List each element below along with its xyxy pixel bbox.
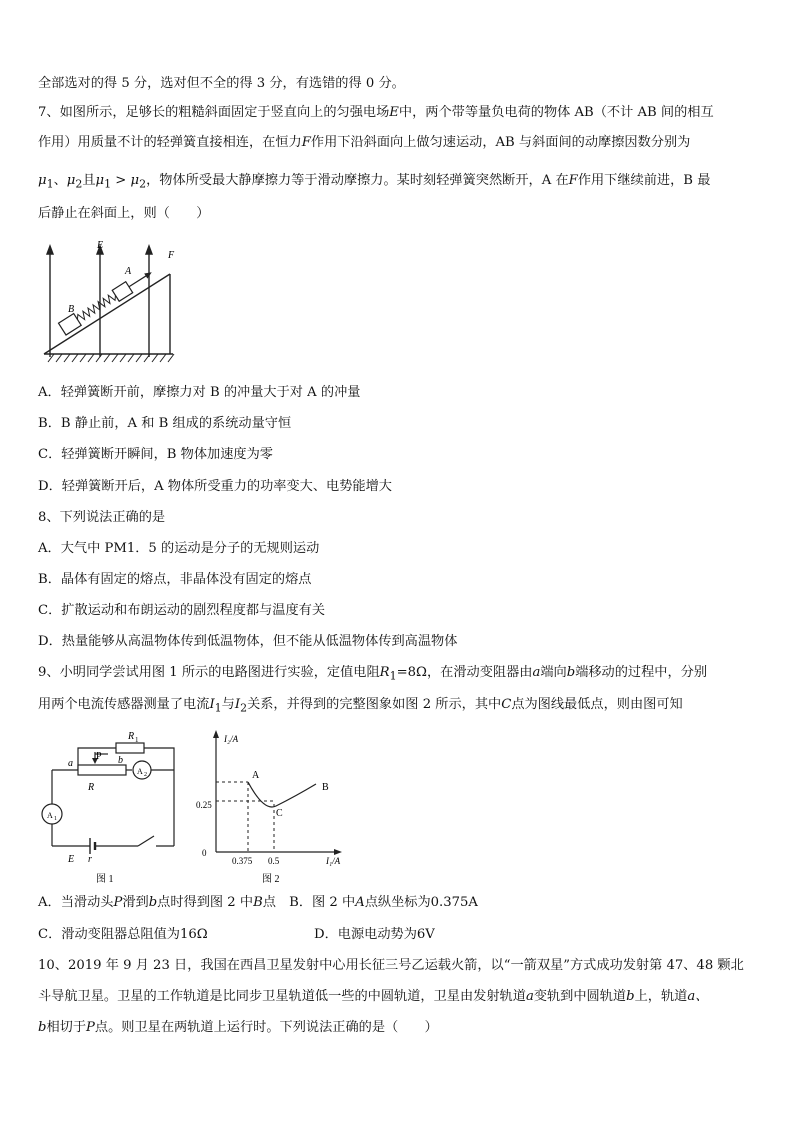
- svg-text:P: P: [96, 751, 102, 762]
- svg-text:R: R: [128, 731, 135, 742]
- svg-text:0.375: 0.375: [232, 856, 253, 866]
- q7-option-c[interactable]: C．轻弹簧断开瞬间，B 物体加速度为零: [38, 447, 273, 462]
- svg-text:1: 1: [54, 816, 57, 822]
- svg-text:A: A: [47, 811, 53, 820]
- q9-option-a-b[interactable]: A．当滑动头P滑到b点时得到图 2 中B点 B．图 2 中A点纵坐标为0.375A: [38, 895, 478, 910]
- svg-text:A: A: [252, 770, 260, 781]
- q9-stem-line2: 用两个电流传感器测量了电流$I_1$与$I_2$关系，并得到的完整图象如图 2 所示，其中C点为图线最低点，则由图可知: [38, 697, 683, 715]
- circuit-figure: [38, 728, 188, 888]
- q7-stem-line3: $\mu_1$、$\mu_2$且$\mu_1 > \mu_2$，物体所受最大静摩擦力等于滑动摩擦力。某时刻轻弹簧突然断开，A 在F作用下继续前进，B 最: [38, 173, 711, 191]
- svg-text:I₁/A: I₁/A: [326, 856, 341, 866]
- svg-text:B: B: [322, 782, 329, 793]
- svg-text:2: 2: [144, 772, 147, 778]
- svg-text:1: 1: [135, 736, 139, 744]
- q7-option-b[interactable]: B．B 静止前，A 和 B 组成的系统动量守恒: [38, 416, 292, 431]
- q7-option-d[interactable]: D．轻弹簧断开后，A 物体所受重力的功率变大、电势能增大: [38, 479, 392, 494]
- svg-text:r: r: [88, 854, 92, 865]
- q10-stem-line1: 10、2019 年 9 月 23 日，我国在西昌卫星发射中心用长征三号乙运载火箭，以“一箭双星”方式成功发射第 47、48 颗北: [38, 958, 744, 973]
- svg-text:E: E: [97, 240, 104, 251]
- svg-text:A: A: [137, 767, 143, 776]
- q9-stem-line1: 9、小明同学尝试用图 1 所示的电路图进行实验，定值电阻$R_1=8\Omega$，在滑动变阻器由a端向b端移动的过程中，分别: [38, 665, 708, 683]
- q7-stem-line1: 7、如图所示，足够长的粗糙斜面固定于竖直向上的匀强电场E中，两个带等量负电荷的物体 AB（不计 AB 间的相互: [38, 105, 714, 120]
- q8-option-d[interactable]: D．热量能够从高温物体传到低温物体，但不能从低温物体传到高温物体: [38, 634, 458, 649]
- q8-option-c[interactable]: C．扩散运动和布朗运动的剧烈程度都与温度有关: [38, 603, 326, 618]
- svg-text:0.5: 0.5: [268, 856, 280, 866]
- q10-stem-line2: 斗导航卫星。卫星的工作轨道是比同步卫星轨道低一些的中圆轨道，卫星由发射轨道a变轨到中圆轨道b上，轨道a、: [38, 989, 709, 1004]
- svg-text:R: R: [88, 782, 95, 793]
- svg-text:a: a: [68, 758, 73, 769]
- svg-text:E: E: [68, 854, 75, 865]
- q8-option-a[interactable]: A．大气中 PM1．5 的运动是分子的无规则运动: [38, 541, 320, 556]
- q7-option-a[interactable]: A．轻弹簧断开前，摩擦力对 B 的冲量大于对 A 的冲量: [38, 385, 361, 400]
- svg-text:F: F: [168, 250, 175, 261]
- svg-text:0: 0: [202, 848, 207, 858]
- svg-text:B: B: [68, 304, 75, 315]
- svg-text:图 2: 图 2: [262, 874, 280, 885]
- svg-text:b: b: [118, 755, 123, 766]
- q8-option-b[interactable]: B．晶体有固定的熔点，非晶体没有固定的熔点: [38, 572, 312, 587]
- q9-option-d[interactable]: D．电源电动势为6V: [314, 927, 435, 942]
- q7-stem-line2: 作用）用质量不计的轻弹簧直接相连，在恒力F作用下沿斜面向上做匀速运动，AB 与斜面间的动摩擦因数分别为: [38, 135, 691, 150]
- svg-text:C: C: [276, 808, 283, 819]
- q8-stem: 8、下列说法正确的是: [38, 510, 166, 525]
- svg-text:I₂/A: I₂/A: [224, 734, 239, 744]
- q7-stem-line4: 后静止在斜面上，则（ ）: [38, 206, 210, 221]
- intro-line: 全部选对的得 5 分，选对但不全的得 3 分，有选错的得 0 分。: [38, 76, 405, 91]
- q9-option-c[interactable]: C．滑动变阻器总阻值为16Ω: [38, 927, 208, 942]
- current-graph-figure: [196, 728, 376, 888]
- incline-figure: [38, 232, 178, 372]
- svg-text:0.25: 0.25: [196, 800, 212, 810]
- svg-text:图 1: 图 1: [96, 874, 114, 885]
- q10-stem-line3: b相切于P点。则卫星在两轨道上运行时。下列说法正确的是（ ）: [38, 1020, 438, 1035]
- svg-text:A: A: [125, 266, 132, 277]
